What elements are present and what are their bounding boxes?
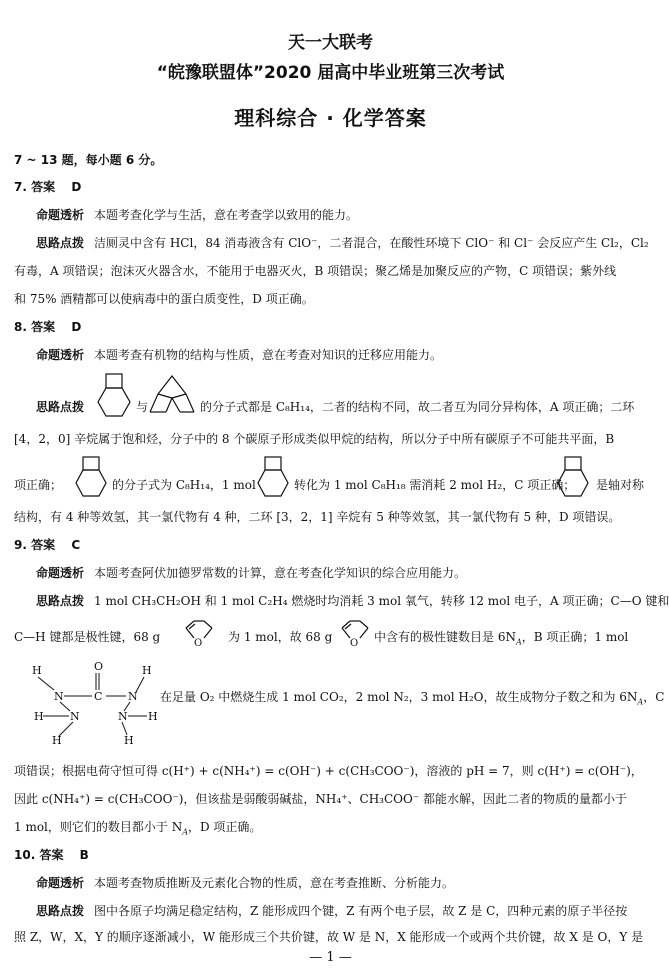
- q7-hint-2: 有毒，A 项错误；泡沫灭火器含水，不能用于电器灭火，B 项错误；聚乙烯是加聚反应的产物，C 项错误；紫外线: [14, 264, 617, 278]
- bicyclo-420-octane-structure: [254, 455, 292, 501]
- q8-hint-3b: 的分子式为 C₈H₁₄，1 mol: [112, 478, 256, 492]
- q10-analysis: 本题考查物质推断及元素化合物的性质，意在考查推断、分析能力。: [94, 876, 455, 890]
- h-atom: H: [142, 664, 152, 677]
- q9-hint-3b-text: ，C: [643, 690, 665, 704]
- q8-answer: D: [71, 320, 82, 334]
- q8-number: 8.: [14, 320, 27, 334]
- q9-analysis-line: [36, 566, 466, 580]
- h-atom: H: [34, 710, 44, 723]
- q7-hint-3: 和 75% 酒精都可以使病毒中的蛋白质变性，D 项正确。: [14, 292, 314, 306]
- h-atom: H: [124, 734, 134, 747]
- q9-answer: C: [71, 538, 81, 552]
- q8-hint-1: 的分子式都是 C₈H₁₄，二者的结构不同，故二者互为同分异构体，A 项正确；二环: [200, 400, 635, 414]
- bicyclo-420-octane-structure: [72, 455, 110, 501]
- q9-hint-2d-text: ，B 项正确；1 mol: [521, 630, 629, 644]
- n-atom: N: [118, 710, 128, 723]
- q10-answer-line: [14, 848, 89, 862]
- answer-label: 答案: [31, 320, 56, 334]
- q7-answer: D: [71, 180, 82, 194]
- hint-label: 思路点拨: [36, 904, 85, 918]
- q8-answer-line: [14, 320, 81, 334]
- ethylene-oxide-structure: [338, 618, 372, 648]
- q8-hint-3d: 是轴对称: [596, 478, 645, 492]
- q9-hint-6-subscript: A: [182, 827, 188, 837]
- oxygen-atom: O: [350, 638, 359, 649]
- q10-answer: B: [79, 848, 89, 862]
- q9-hint-3-subscript: A: [637, 697, 644, 707]
- q7-hint-1: 洁厕灵中含有 HCl，84 消毒液含有 ClO⁻，二者混合，在酸性环境下 ClO⁻ 和 Cl⁻ 会反应产生 Cl₂，Cl₂: [94, 236, 649, 250]
- intro-text: 7 ~ 13 题，每小题 6 分。: [14, 153, 163, 167]
- c-atom: C: [94, 690, 103, 703]
- q10-hint-2: 照 Z，W，X，Y 的顺序逐渐减小，W 能形成三个共价键，故 W 是 N，X 能形成一个或两个共价键，故 X 是 O，Y 是: [14, 930, 644, 944]
- q8-hint-connector: 与: [136, 400, 149, 414]
- analysis-label: 命题透析: [36, 876, 85, 890]
- q7-hint-line-1: [36, 236, 649, 250]
- h-atom: H: [148, 710, 158, 723]
- answer-label: 答案: [31, 180, 56, 194]
- oxygen-atom: O: [194, 638, 203, 649]
- ethylene-oxide-structure: [182, 618, 216, 648]
- q9-hint-2c: [374, 630, 628, 649]
- q9-hint-2c-subscript: A: [515, 637, 522, 647]
- q8-hint-4: 结构，有 4 种等效氢，其一氯代物有 4 种，二环 [3，2，1] 辛烷有 5 种等效氢，其一氯代物有 5 种，D 项错误。: [14, 510, 621, 524]
- q9-hint-2a: C—H 键都是极性键，68 g: [14, 630, 161, 644]
- q9-number: 9.: [14, 538, 27, 552]
- answer-label: 答案: [31, 538, 56, 552]
- exam-title: “皖豫联盟体”2020 届高中毕业班第三次考试: [156, 63, 505, 83]
- q9-hint-6-text: 1 mol，则它们的数目都小于 N: [14, 820, 183, 834]
- q9-hint-6b-text: ，D 项正确。: [188, 820, 262, 834]
- q9-hint-2c-text: 中含有的极性键数目是 6N: [374, 630, 516, 644]
- h-atom: H: [32, 664, 42, 677]
- hint-label: 思路点拨: [36, 236, 85, 250]
- page-number: — 1 —: [309, 950, 352, 965]
- analysis-label: 命题透析: [36, 566, 85, 580]
- bicyclo-420-octane-structure: [554, 455, 592, 501]
- hint-label: 思路点拨: [36, 400, 85, 414]
- bicyclo-321-octane-structure: [146, 372, 198, 416]
- analysis-label: 命题透析: [36, 348, 85, 362]
- q7-analysis-line: [36, 208, 358, 222]
- n-atom: N: [128, 690, 138, 703]
- q7-analysis: 本题考查化学与生活，意在考查学以致用的能力。: [94, 208, 359, 222]
- q7-number: 7.: [14, 180, 27, 194]
- q10-hint-line-1: [36, 904, 627, 918]
- n-atom: N: [54, 690, 64, 703]
- q9-hint-3-text: 在足量 O₂ 中燃烧生成 1 mol CO₂，2 mol N₂，3 mol H₂O，故生成物分子数之和为 6N: [160, 690, 638, 704]
- q8-analysis-line: [36, 348, 442, 362]
- n-atom: N: [70, 710, 80, 723]
- q7-answer-line: [14, 180, 81, 194]
- q9-hint-2b: 为 1 mol，故 68 g: [228, 630, 333, 644]
- analysis-label: 命题透析: [36, 208, 85, 222]
- subject-title: 理科综合 · 化学答案: [234, 106, 427, 130]
- q9-hint-4: 项错误；根据电荷守恒可得 c(H⁺) + c(NH₄⁺) = c(OH⁻) + c(CH₃COO⁻)，溶液的 pH = 7，则 c(H⁺) = c(OH⁻)，: [14, 764, 643, 778]
- urea-like-structure: [24, 658, 158, 750]
- q9-answer-line: [14, 538, 80, 552]
- exam-org-title: 天一大联考: [288, 33, 373, 53]
- h-atom: H: [52, 734, 62, 747]
- q9-hint-1: 1 mol CH₃CH₂OH 和 1 mol C₂H₄ 燃烧时均消耗 3 mol 氧气，转移 12 mol 电子，A 项正确；C—O 键和: [94, 594, 669, 608]
- bicyclo-420-octane-structure: [94, 372, 134, 424]
- q8-analysis: 本题考查有机物的结构与性质，意在考查对知识的迁移应用能力。: [94, 348, 443, 362]
- q9-hint-3: [160, 690, 664, 709]
- answer-label: 答案: [39, 848, 64, 862]
- q8-hint-2: [4，2，0] 辛烷属于饱和烃，分子中的 8 个碳原子形成类似甲烷的结构，所以分子中所有碳原子不可能共平面，B: [14, 432, 615, 446]
- hint-label: 思路点拨: [36, 594, 85, 608]
- q8-hint-3a: 项正确；: [14, 478, 63, 492]
- q9-hint-5: 因此 c(NH₄⁺) = c(CH₃COO⁻)，但该盐是弱酸弱碱盐，NH₄⁺、CH₃COO⁻ 都能水解，因此二者的物质的量都小于: [14, 792, 627, 806]
- q10-hint-1: 图中各原子均满足稳定结构，Z 能形成四个键，Z 有两个电子层，故 Z 是 C，四种元素的原子半径按: [94, 904, 628, 918]
- q9-hint-line-1: [36, 594, 669, 608]
- q10-analysis-line: [36, 876, 454, 890]
- q10-number: 10.: [14, 848, 36, 862]
- o-atom: O: [94, 660, 104, 673]
- q9-hint-6: [14, 820, 261, 839]
- q8-hint-3c: 转化为 1 mol C₈H₁₈ 需消耗 2 mol H₂，C 项正确；: [294, 478, 576, 492]
- q8-hint-label: [36, 400, 94, 414]
- q9-analysis: 本题考查阿伏加德罗常数的计算，意在考查化学知识的综合应用能力。: [94, 566, 467, 580]
